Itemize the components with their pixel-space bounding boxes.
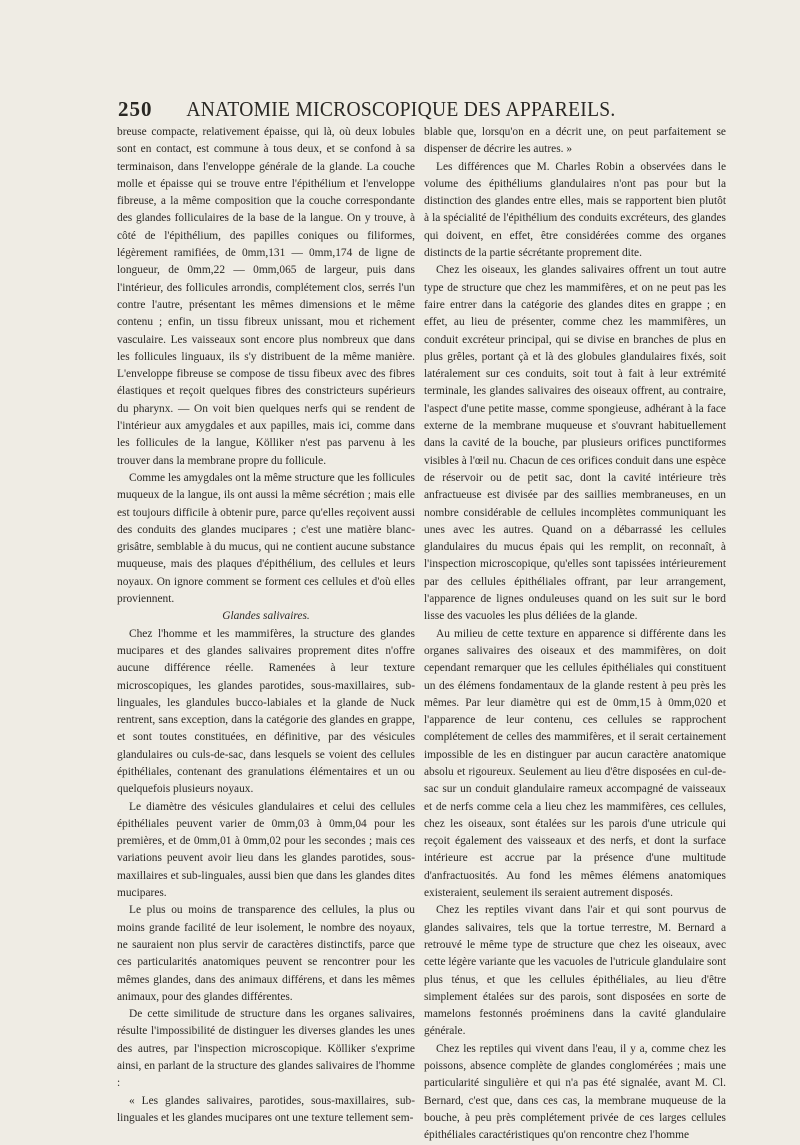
paragraph: breuse compacte, relativement épaisse, qui là, où deux lobules sont en contact, est commune à tous deux, et se confond à sa terminaison, dans l'enveloppe générale de la glande. La couche molle et épaisse qui se trouve entre l'épithélium et l'enveloppe fibreuse, a la même composition que la couche correspondante des glandes folliculaires de la base de la langue. On y trouve, à côté de l'épithélium, des papilles coniques ou filiformes, légèrement ramifiées, de 0mm,131 — 0mm,174 de ligne de longueur, de 0mm,22 — 0mm,065 de largeur, puis dans l'intérieur, des follicules arrondis, complétement clos, serrés l'un contre l'autre, présentant les mêmes dimensions et le même contenu ; enfin, un tissu fibreux unissant, mou et richement vasculaire. Les vaisseaux sont encore plus nombreux que dans les follicules linguaux, ils s'y distribuent de la même manière. L'enveloppe fibreuse se compose de tissu fibeux avec des fibres élastiques et reçoit quelques fibres des constricteurs supérieurs du pharynx. — On voit bien quelques nerfs qui se rendent de l'intérieur aux amygdales et aux papilles, mais ici, comme dans les follicules de la langue, Kölliker n'est pas parvenu à les trouver dans la membrane propre du follicule. [117, 126, 415, 467]
paragraph: Chez les reptiles qui vivent dans l'eau, il y a, comme chez les poissons, absence complète de glandes conglomérées ; mais une particularité singulière et qui n'a pas été signalée, avant M. Cl. Bernard, c'est que, dans ces cas, la membrane muqueuse de la bouche, à peu près complétement privée de ces larges cellules épithéliales caractéristiques qu'on rencontre chez l'homme [424, 1042, 726, 1142]
paragraph: Chez les reptiles vivant dans l'air et qui sont pourvus de glandes salivaires, tels que la tortue terrestre, M. Bernard a retrouvé le même type de structure que chez les oiseaux, avec cette légère variante que les vacuoles de l'utricule glandulaire sont plus ténus, et que les cellules épithéliales, au lieu d'être simplement étalées sur des parois, sont disposées en sorte de mamelons festonnés proéminens dans la cavité glandulaire générale. [424, 904, 726, 1038]
paragraph: Le diamètre des vésicules glandulaires et celui des cellules épithéliales peuvent varier de 0mm,03 à 0mm,04 pour les premières, et de 0mm,01 à 0mm,02 pour les secondes ; mais ces variations peuvent avoir lieu dans les glandes parotides, sous-maxillaires et sub-linguales, aussi bien que dans les glandes dites mucipares. [117, 800, 415, 900]
right-column [424, 124, 726, 1145]
paragraph: Chez les oiseaux, les glandes salivaires offrent un tout autre type de structure que chez les mammifères, et on ne peut pas les faire entrer dans la catégorie des glandes dites en grappe ; en effet, au lieu de présenter, comme chez les mammifères, un conduit excréteur principal, qui se divise en branches de plus en plus grêles, portant çà et là des globules glandulaires fixés, soit latéralement sur ces conduits, soit tout à fait à leur extrémité terminale, les glandes salivaires des oiseaux offrent, au contraire, l'aspect d'une petite masse, comme spongieuse, adhérant à la face externe de la membrane muqueuse et s'ouvrant habituellement dans la cavité de la bouche, par plusieurs orifices punctiformes visibles à l'œil nu. Chacun de ces orifices conduit dans une espèce de réservoir ou de petit sac, dont la cavité intérieure très anfractueuse est divisée par des saillies membraneuses, en un nombre considérable de cellules incomplètes communiquant les unes avec les autres. Quand on a débarrassé les cellules glandulaires du mucus épais qui les remplit, on reconnaît, à l'inspection microscopique, qu'elles sont tapissées intérieurement par des cellules épithéliales offrant, par leur arrangement, l'apparence de lignes onduleuses quand on les suit sur le bord lisse des vacuoles les plus déliées de la glande. [424, 264, 726, 623]
paragraph: De cette similitude de structure dans les organes salivaires, résulte l'impossibilité de distinguer les diverses glandes les unes des autres, par l'inspection microscopique. Kölliker s'exprime ainsi, en parlant de la structure des glandes salivaires de l'homme : [117, 1008, 415, 1090]
section-heading: Glandes salivaires. [222, 610, 310, 623]
paragraph: Chez l'homme et les mammifères, la structure des glandes mucipares et des glandes salivaires proprement dites n'offre aucune différence réelle. Ramenées à leur texture microscopiques, les glandes parotides, sous-maxillaires, sub-linguales, les glandules bucco-labiales et la glande de Nuck rentrent, sans exception, dans la catégorie des glandes en grappe, et sont toutes constituées, en définitive, par des vésicules glandulaires ou culs-de-sac, dans lesquels se voient des cellules épithéliales, contenant des granulations élémentaires et un ou quelquefois plusieurs noyaux. [117, 627, 415, 796]
page-number: 250 [118, 97, 153, 121]
paragraph: Au milieu de cette texture en apparence si différente dans les organes salivaires des oiseaux et des mammifères, on doit cependant remarquer que les cellules épithéliales qui constituent un des élémens fondamentaux de la glande restent à peu près les mêmes. Par leur diamètre qui est de 0mm,15 à 0mm,020 et l'apparence de leur contenu, ces cellules se rapprochent complétement de celles des mammifères, et il serait certainement impossible de les en distinguer par aucun caractère anatomique absolu et rigoureux. Seulement au lieu d'être disposées en cul-de-sac sur un conduit glandulaire rameux accompagné de vaisseaux et de nerfs comme cela a lieu chez les mammifères, ces cellules, chez les oiseaux, sont étalées sur les parois d'une utricule qui reçoit également des vaisseaux et des nerfs, et dont la surface intérieure est accrue par la présence d'une multitude d'anfractuosités. Au fond les mêmes élémens anatomiques existeraient, seulement ils seraient autrement disposés. [424, 627, 726, 900]
paragraph: Comme les amygdales ont la même structure que les follicules muqueux de la langue, ils ont aussi la même sécrétion ; mais elle est toujours difficile à obtenir pure, parce qu'elles reçoivent aussi des conduits des glandes mucipares ; c'est une matière blanc-grisâtre, semblable à du mucus, qui ne contient aucune substance muqueuse, mais des plaques d'épithélium, des cellules et leurs noyaux. On ignore comment se forment ces cellules et d'où elles proviennent. [117, 471, 415, 606]
left-column [117, 124, 415, 1127]
paragraph: Le plus ou moins de transparence des cellules, la plus ou moins grande facilité de leur isolement, le nombre des noyaux, ne sauraient non plus servir de caractères distinctifs, parce que ces particularités anatomiques peuvent se rencontrer pour les mêmes glandes, dans des animaux différens, et dans les mêmes animaux, pour des glandes différentes. [117, 904, 415, 1003]
page-header [118, 97, 684, 125]
paragraph: « Les glandes salivaires, parotides, sous-maxillaires, sub-linguales et les glandes mucipares ont une texture tellement sem- [117, 1094, 415, 1124]
paragraph: blable que, lorsqu'on en a décrit une, on peut parfaitement se dispenser de décrire les autres. » [424, 126, 726, 156]
paragraph: Les différences que M. Charles Robin a observées dans le volume des épithéliums glandulaires n'ont pas pour but la distinction des glandes entre elles, mais se rapportent bien plutôt à la spécialité de l'épithélium des conduits excréteurs, des glandes qui doivent, en effet, être considérées comme des organes distincts de la partie sécrétante proprement dite. [424, 160, 726, 260]
running-title: ANATOMIE MICROSCOPIQUE DES APPAREILS. [186, 97, 616, 121]
